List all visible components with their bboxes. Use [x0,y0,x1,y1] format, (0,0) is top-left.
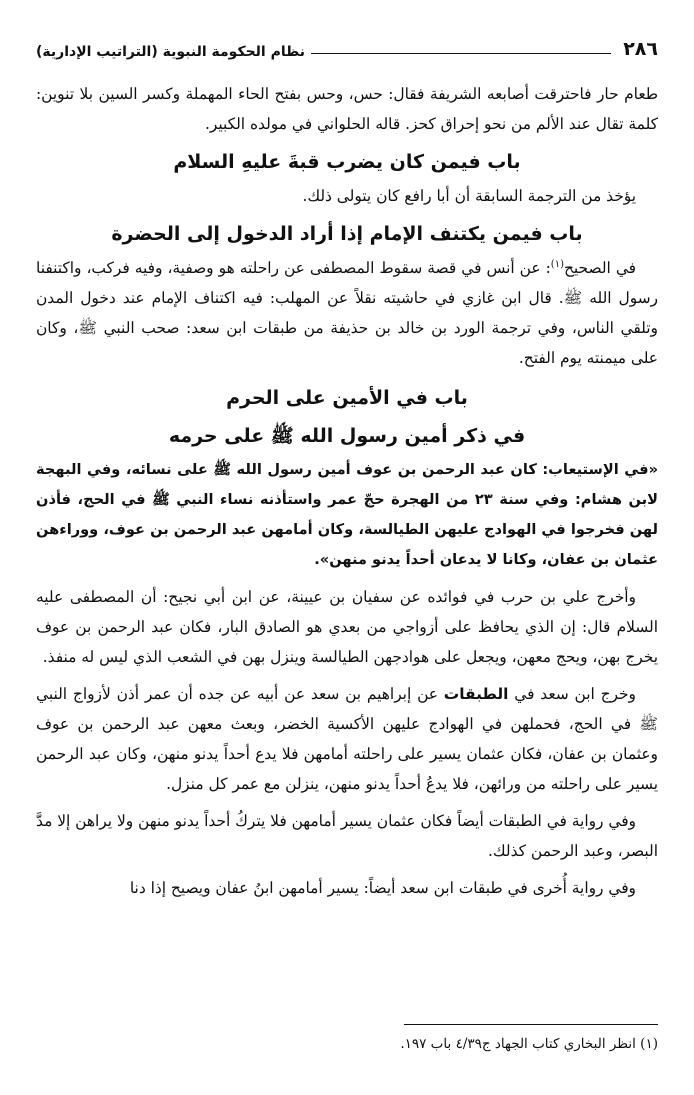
heading-iktinaf: باب فيمن يكتنف الإمام إذا أراد الدخول إلى الحضرة [111,223,583,245]
paragraph-3 [36,253,658,373]
quote-istiab: «في الإستيعاب: كان عبد الرحمن بن عوف أمين رسول الله ﷺ على نسائه، وفي البهجة لابن هشام: وفي سنة ٢٣ من الهجرة حجّ عمر واستأذنه نساء النبي ﷺ في الحج، فأذن لهن فخرجوا في الهوادج عليهن الطيالسة، وكان أمامهن عبد الرحمن بن عوف، ووراءهن عثمان بن عفان، وكانا لا يدعان أحداً يدنو منهن». [36,461,658,568]
running-title: نظام الحكومة النبوية (التراتيب الإدارية) [36,44,306,60]
paragraph-5-lead: وخرج ابن سعد في [508,685,636,703]
paragraph-7: وفي رواية أُخرى في طبقات ابن سعد أيضاً: يسير أمامهن ابنُ عفان ويصيح إذا دنا [129,879,636,897]
paragraph-6: وفي رواية في الطبقات أيضاً فكان عثمان يسير أمامهن فلا يتركُ أحداً يدنو منهن ولا يراهن إلا مدَّ البصر، وعبد الرحمن كذلك. [36,812,658,860]
paragraph-5 [36,679,658,799]
paragraph-4: وأخرج علي بن حرب في فوائده عن سفيان بن عيينة، عن ابن أبي نجيح: أن المصطفى عليه السلام قال: إن الذي يحافظ على أزواجي من بعدي هو الصادق البار، فكان عبد الرحمن بن عوف يخرج بهن، ويحج معهن، ويجعل على هوادجهن الطيالسة وينزل بهن في الشعب الذي ليس له منفذ. [36,588,658,666]
page-number: ٢٨٦ [623,38,658,60]
paragraph-5-text: عن إبراهيم بن سعد عن أبيه عن جده أن عمر أذن لأزواج النبي ﷺ في الحج، فحملهن في الهوادج عليهن الأكسية الخضر، وبعث معهن عبد الرحمن بن عوف وعثمان بن عفان، فكان عثمان يسير على راحلته أمامهن فلا يدع أحداً يدنو منهن، وكان عبد الرحمن يسير على راحلته من ورائهن، فلا يدعُ أحداً يدنو منهن، ينزلن مع عمر كل منزل. [36,685,658,793]
paragraph-1: طعام حار فاحترقت أصابعه الشريفة فقال: حس، وحس بفتح الحاء المهملة وكسر السين بلا تنوين: كلمة تقال عند الألم من نحو إحراق كحز. قاله الحلواني في مولده الكبير. [36,85,658,133]
header-rule [311,53,611,54]
footnote: (١) انظر البخاري كتاب الجهاد ج٤/٣٩ باب ١٩٧. [400,1036,658,1052]
heading-qubba: باب فيمن كان يضرب قبةَ عليهِ السلام [173,151,521,173]
footnote-ref: (١) [550,258,564,270]
paragraph-3-lead: في الصحيح [563,259,637,277]
heading-amin-rasul: في ذكر أمين رسول الله ﷺ على حرمه [168,425,526,447]
quote-block [36,455,658,575]
paragraph-2: يؤخذ من الترجمة السابقة أن أبا رافع كان يتولى ذلك. [302,187,636,205]
page-body [36,79,658,903]
paragraph-3-text: : عن أنس في قصة سقوط المصطفى عن راحلته هو وصفية، وفيه فركب، واكتنفنا رسول الله ﷺ. قال ابن غازي في حاشيته نقلاً عن المهلب: فيه اكتناف الإمام عند دخول المدن وتلقي الناس، وفي ترجمة الورد بن خالد بن حذيفة من طبقات ابن سعد: صحب النبي ﷺ، وكان على ميمنته يوم الفتح. [36,259,658,367]
running-header [36,40,658,59]
paragraph-5-bold: الطبقات [443,685,509,703]
heading-amin-haram: باب في الأمين على الحرم [226,387,468,409]
footnote-rule [404,1024,658,1025]
